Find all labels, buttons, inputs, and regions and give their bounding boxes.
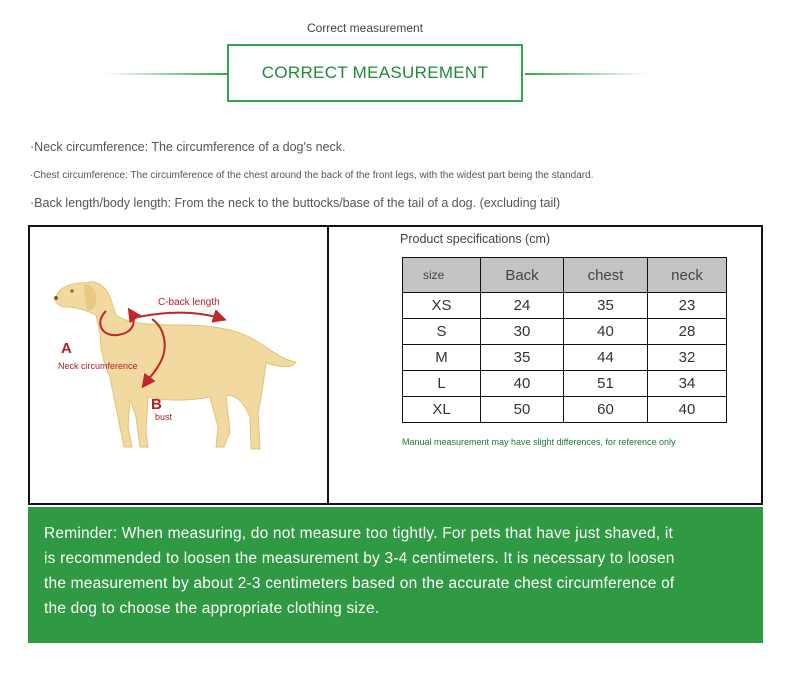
diagram-label-neck: Neck circumference: [58, 361, 138, 371]
size-table: [402, 257, 727, 423]
cell-back: 35: [481, 345, 564, 371]
reminder-line-3: the measurement by about 2-3 centimeters based on the accurate chest circumference of: [44, 575, 675, 592]
cell-size: S: [403, 319, 481, 345]
definition-back: ·Back length/body length: From the neck to the buttocks/base of the tail of a dog. (excluding tail): [30, 196, 561, 210]
reminder-line-2: is recommended to loosen the measurement by 3-4 centimeters. It is necessary to loosen: [44, 550, 675, 567]
cell-back: 24: [481, 293, 564, 319]
measurement-panel: [28, 225, 763, 505]
cell-neck: 32: [648, 345, 727, 371]
cell-neck: 23: [648, 293, 727, 319]
cell-back: 50: [481, 397, 564, 423]
cell-neck: 40: [648, 397, 727, 423]
dog-eye: [70, 289, 73, 292]
diagram-label-b: B: [151, 396, 162, 413]
table-row: [403, 345, 727, 371]
definition-neck: ·Neck circumference: The circumference of a dog's neck.: [30, 140, 346, 154]
table-row: [403, 319, 727, 345]
spec-title: Product specifications (cm): [400, 232, 551, 246]
reminder-line-1: Reminder: When measuring, do not measure too tightly. For pets that have just shaved, it: [44, 525, 674, 542]
header-neck: neck: [648, 258, 727, 293]
dog-nose: [54, 296, 58, 300]
diagram-label-back: C-back length: [158, 297, 220, 308]
cell-neck: 28: [648, 319, 727, 345]
header-small-title: Correct measurement: [306, 21, 424, 35]
cell-size: XS: [403, 293, 481, 319]
header-back: Back: [481, 258, 564, 293]
table-row: [403, 371, 727, 397]
diagram-label-a: A: [61, 340, 72, 357]
cell-chest: 60: [564, 397, 648, 423]
reminder-box: [28, 507, 763, 643]
panel-divider: [327, 227, 329, 503]
reminder-line-4: the dog to choose the appropriate clothing size.: [44, 600, 380, 617]
cell-size: XL: [403, 397, 481, 423]
cell-back: 40: [481, 371, 564, 397]
header-size: size: [403, 258, 481, 293]
back-arrow-icon: [138, 313, 223, 319]
cell-chest: 40: [564, 319, 648, 345]
page-title-text: CORRECT MEASUREMENT: [261, 63, 489, 82]
cell-size: M: [403, 345, 481, 371]
dog-measurement-diagram: [48, 267, 308, 467]
table-row: [403, 397, 727, 423]
title-decor-line-right: [525, 73, 647, 75]
table-row: [403, 293, 727, 319]
header-chest: chest: [564, 258, 648, 293]
cell-chest: 51: [564, 371, 648, 397]
size-table-header: [403, 258, 727, 293]
page-title: [227, 44, 523, 102]
cell-size: L: [403, 371, 481, 397]
cell-neck: 34: [648, 371, 727, 397]
cell-chest: 44: [564, 345, 648, 371]
diagram-label-bust: bust: [155, 412, 173, 422]
cell-back: 30: [481, 319, 564, 345]
definition-chest: ·Chest circumference: The circumference of the chest around the back of the front legs, with the widest part being the standard.: [30, 170, 594, 181]
measurement-note: Manual measurement may have slight differences, for reference only: [402, 437, 676, 447]
title-decor-line-left: [105, 73, 227, 75]
cell-chest: 35: [564, 293, 648, 319]
